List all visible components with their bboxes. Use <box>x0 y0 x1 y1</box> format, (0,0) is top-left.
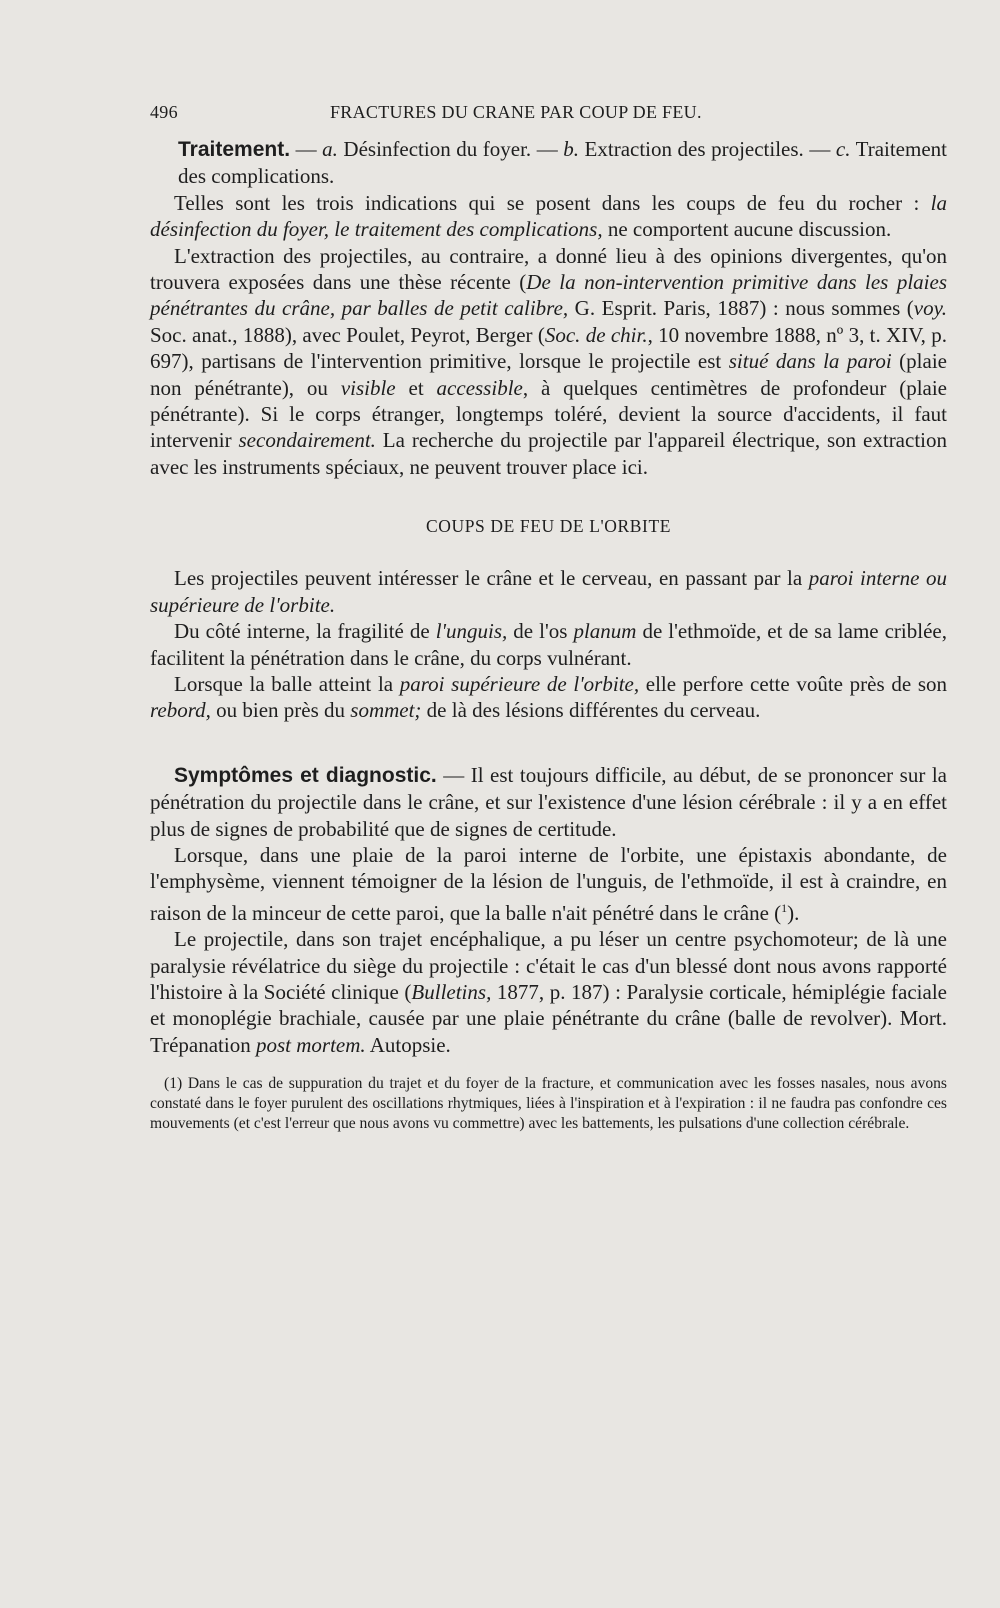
p2-t1: L'extraction des projectiles, au contraire, a donné lieu à des opinions divergentes, qu'on trouvera exposées dans une thèse récente ( <box>150 243 947 295</box>
footnote-ref: 1 <box>781 900 788 915</box>
p5-t3: ou bien près du <box>210 698 351 723</box>
p2-i1: De la non-intervention primitive dans les plaies pénétrantes du crâne, par balles de petit calibre, <box>150 270 947 321</box>
running-title: FRACTURES DU CRANE PAR COUP DE FEU. <box>330 102 702 122</box>
p2-t4: , 10 novembre 1888, nº 3, t. XIV, p. 697), partisans de l'intervention primitive, lorsque le projectile est <box>150 322 947 374</box>
p4-t1: Du côté interne, la fragilité de <box>174 619 436 644</box>
p2-i6: accessible <box>436 375 523 400</box>
p5-t2: elle perfore cette voûte près de son <box>639 671 947 696</box>
p1-t2: ne comportent aucune discussion. <box>602 217 892 242</box>
text-block <box>150 102 947 1134</box>
section-title: COUPS DE FEU DE L'ORBITE <box>425 516 672 537</box>
traitement-a-text: Désinfection du foyer. — <box>337 137 564 161</box>
symptomes-lead: Symptômes et diagnostic. <box>174 763 437 787</box>
traitement-a-label: a. <box>322 137 338 161</box>
page-number: 496 <box>150 102 178 122</box>
p2-i2: voy. <box>913 296 947 321</box>
paragraph-cote-interne <box>150 618 947 671</box>
p2-t5: (plaie non pénétrante), ou <box>150 349 947 400</box>
running-head <box>150 102 947 136</box>
p4-t3: de l'ethmoïde, et de sa lame criblée, facilitent la pénétration dans le crâne, du corps vulnérant. <box>150 619 947 670</box>
p5-i1: paroi supérieure de l'orbite, <box>399 671 640 696</box>
traitement-c-label: c. <box>835 137 851 161</box>
paragraph-indications <box>150 190 947 243</box>
traitement-b-label: b. <box>563 137 580 161</box>
p5-i3: sommet; <box>350 698 422 723</box>
p1-t1: Telles sont les trois indications qui se posent dans les coups de feu du rocher : <box>174 190 931 215</box>
traitement-heading <box>150 136 947 190</box>
p2-t3: Soc. anat., 1888), avec Poulet, Peyrot, Berger ( <box>150 322 545 347</box>
p6-t2: ). <box>787 900 800 925</box>
paragraph-trajet <box>150 926 947 1058</box>
p2-t8: La recherche du projectile par l'appareil électrique, son extraction avec les instruments spéciaux, ne peuvent trouver place ici. <box>150 428 947 479</box>
p2-i5: visible <box>340 375 396 400</box>
footnote-text: Dans le cas de suppuration du trajet et du foyer de la fracture, et communication avec les fosses nasales, nous avons constaté dans le foyer purulent des oscillations rhytmiques, liées à l'inspiration et à l'expiration : il ne faudra pas confondre ces mouvements (et c'est l'erreur que nous avons vu commettre) avec les battements, les pulsations d'une collection cérébrale. <box>150 1075 947 1132</box>
p2-i3: Soc. de chir. <box>544 322 648 347</box>
paragraph-paroi-superieure <box>150 671 947 724</box>
p2-i7: secondairement. <box>238 428 376 453</box>
paragraph-epistaxis <box>150 842 947 926</box>
p2-t7: , à quelques centimètres de profondeur (plaie pénétrante). Si le corps étranger, longtemps toléré, devient la source d'accidents, il faut intervenir <box>150 375 947 453</box>
p2-t2: G. Esprit. Paris, 1887) : nous sommes ( <box>568 296 914 321</box>
section-gap <box>150 724 947 762</box>
traitement-b-text: Extraction des projectiles. — <box>579 137 836 161</box>
traitement-sep: — <box>290 137 323 161</box>
symptomes-t1: — Il est toujours difficile, au début, de se prononcer sur la pénétration du projectile dans le crâne, et sur l'existence d'une lésion cérébrale : il y a en effet plus de signes de probabilité que de signes de certitude. <box>150 762 947 841</box>
p2-t6: et <box>395 375 437 400</box>
p5-t1: Lorsque la balle atteint la <box>174 671 400 696</box>
p2-i4: situé dans la paroi <box>728 349 892 374</box>
p7-i1: Bulletins, <box>411 979 492 1004</box>
paragraph-symptomes <box>150 762 947 842</box>
p5-i2: rebord, <box>150 698 211 723</box>
paragraph-extraction <box>150 243 947 481</box>
footnote-marker: (1) <box>164 1075 183 1093</box>
traitement-lead: Traitement. <box>178 138 291 161</box>
traitement-c-text: Traitement des complications. <box>178 137 947 189</box>
p7-t3: Autopsie. <box>365 1032 451 1057</box>
p3-i1: paroi interne ou supérieure de l'orbite. <box>150 566 947 617</box>
p7-i2: post mortem. <box>255 1032 366 1057</box>
p4-t2: de l'os <box>507 619 574 644</box>
p5-t4: de là des lésions différentes du cerveau. <box>421 698 761 723</box>
p3-t1: Les projectiles peuvent intéresser le crâne et le cerveau, en passant par la <box>174 566 809 591</box>
p4-i1: l'unguis, <box>435 619 508 644</box>
p1-i1: la désinfection du foyer, le traitement des complications, <box>150 190 947 242</box>
p4-i2: planum <box>573 619 637 644</box>
p7-t1: Le projectile, dans son trajet encéphalique, a pu léser un centre psychomoteur; de là une paralysie révélatrice du siège du projectile : c'était le cas d'un blessé dont nous avons rapporté l'histoire à la Société clinique ( <box>150 927 947 1004</box>
p6-t1: Lorsque, dans une plaie de la paroi interne de l'orbite, une épistaxis abondante, de l'emphysème, viennent témoigner de la lésion de l'unguis, de l'ethmoïde, il est à craindre, en raison de la minceur de cette paroi, que la balle n'ait pénétré dans le crâne ( <box>150 842 947 925</box>
paragraph-projectiles <box>150 565 947 618</box>
p7-t2: 1877, p. 187) : Paralysie corticale, hémiplégie faciale et monoplégie brachiale, causée par une plaie pénétrante du crâne (balle de revolver). Mort. Trépanation <box>150 979 947 1057</box>
footnote <box>150 1074 947 1133</box>
